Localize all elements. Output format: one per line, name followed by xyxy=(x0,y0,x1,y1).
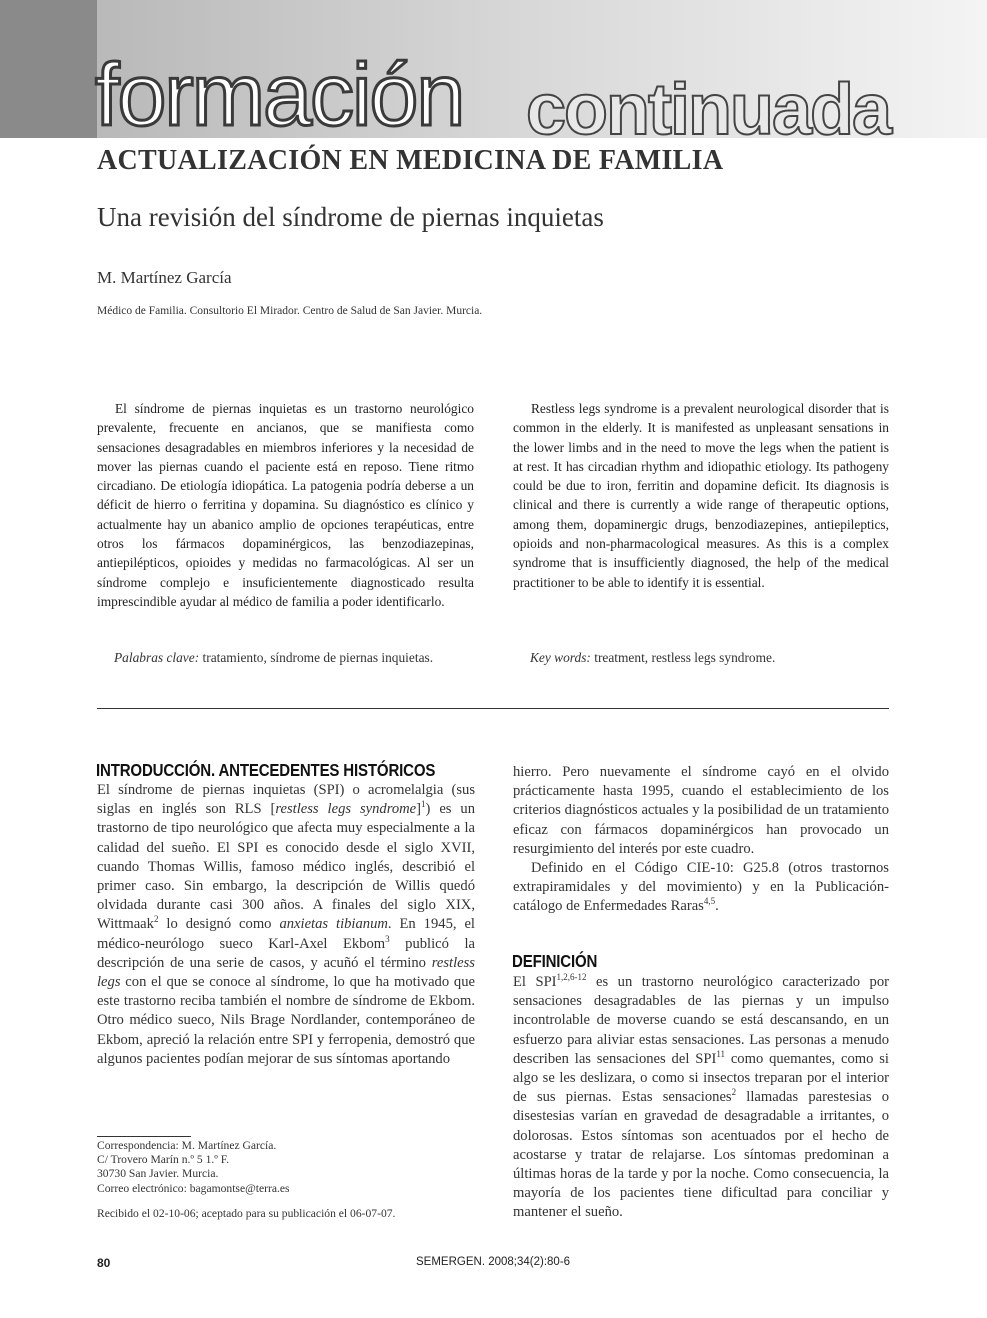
abstract-english: Restless legs syndrome is a prevalent neurological disorder that is common in the elderly. It is manifested as unpleasant sensations in the lower limbs and in the need to move the legs when the patient is at rest. It has circadian rhythm and idiopathic etiology. Its pathogeny could be due to iron, ferritin and dopamine deficit. Its diagnosis is clinical and there is currently a wide range of therapeutic options, among them, dopaminergic drugs, benzodiazepines, antiepileptics, opioids and non-pharmacological measures. As this is a complex syndrome that is insufficiently diagnosed, the help of the medical practitioner to be able to identify it is essential. xyxy=(513,401,889,590)
citation-ref: 2 xyxy=(731,1087,737,1098)
journal-citation: SEMERGEN. 2008;34(2):80-6 xyxy=(416,1256,571,1268)
text-run: . En 1945, el médico-neurólogo sueco Karl-Axel Ekbom xyxy=(97,916,475,952)
brand-word-formacion: formación xyxy=(95,45,464,144)
text-run: restless legs xyxy=(97,954,475,991)
text-run: llamadas parestesias o disestesias varían en gravedad de desagradable a irritantes, o dolorosas. Estos síntomas son acentuados por el hecho de acostarse y tratar de relajarse. Los síntomas predominan a últimas horas de la tarde y por la noche. Como consecuencia, la mayoría de los pacientes tiene dificultad para conciliar y mantener el sueño. xyxy=(513,1089,890,1221)
keywords-text: treatment, restless legs syndrome. xyxy=(594,650,776,665)
text-run: lo designó como xyxy=(158,916,280,933)
page-number: 80 xyxy=(97,1256,111,1270)
text-run: con el que se conoce al síndrome, lo que ha motivado que este trastorno reciba también el nombre de síndrome de Ekbom. Otro médico sueco, Nils Brage Nordlander, contemporáneo de Ekbom, apreció la relación entre SPI y ferropenia, demostró que algunos pacientes podían mejorar de sus síntomas aportando xyxy=(97,974,475,1067)
abstract-spanish: El síndrome de piernas inquietas es un trastorno neurológico prevalente, frecuente en ancianos, que se manifiesta como sensaciones desagradables en miembros inferiores y la necesidad de mover las piernas cuando el paciente está en reposo. Tiene ritmo circadiano. De etiología idiopática. La patogenia podría deberse a un déficit de hierro o ferritina y dopamina. Su diagnóstico es clínico y actualmente hay un abanico amplio de opciones terapéuticas, entre otros los fármacos dopaminérgicos, las benzodiazepinas, antiepilépticos, opioides y medidas no farmacológicas. Al ser un síndrome complejo e insuficientemente diagnosticado resulta imprescindible ayudar al médico de familia a poder identificarlo. xyxy=(97,401,474,609)
article-title: Una revisión del síndrome de piernas inquietas xyxy=(97,202,604,232)
definition-heading: DEFINICIÓN xyxy=(512,951,598,971)
citation-ref: 3 xyxy=(385,933,390,944)
intro-paragraph-2 xyxy=(513,859,889,917)
footnote-line: 30730 San Javier. Murcia. xyxy=(97,1167,219,1181)
header-gray-block xyxy=(0,0,97,138)
text-run: ] xyxy=(416,801,422,818)
intro-heading: INTRODUCCIÓN. ANTECEDENTES HISTÓRICOS xyxy=(96,760,436,780)
citation-ref: 1,2,6-12 xyxy=(556,972,587,983)
citation-ref: 1 xyxy=(421,799,426,810)
definition-paragraph xyxy=(513,973,889,1223)
text-run: ) es un trastorno de tipo neurológico que afecta muy especialmente a la calidad del sueño. El SPI es conocido desde el siglo XVII, cuando Thomas Willis, famoso médico inglés, describió el primer caso. Sin embargo, la descripción de Willis quedó olvidada durante casi 300 años. A finales del siglo XIX, Wittmaak xyxy=(97,801,475,933)
footnote-line: Correspondencia: M. Martínez García. xyxy=(97,1139,277,1152)
text-run: es un trastorno neurológico caracterizado por sensaciones desagradables de las piernas y un impulso incontrolable de moverse cuando se está descansando, en un esfuerzo para aliviar estas sensaciones. Las personas a menudo describen las sensaciones del SPI xyxy=(513,974,889,1067)
footnote-email: Correo electrónico: bagamontse@terra.es xyxy=(97,1181,290,1195)
text-run: El SPI xyxy=(513,974,557,990)
section-title: ACTUALIZACIÓN EN MEDICINA DE FAMILIA xyxy=(97,145,724,176)
citation-ref: 11 xyxy=(716,1048,725,1059)
footnote-line: C/ Trovero Marín n.º 5 1.º F. xyxy=(97,1153,230,1167)
footnote-rule xyxy=(97,1136,191,1137)
author: M. Martínez García xyxy=(97,268,232,287)
keywords-label: Key words: xyxy=(530,650,591,665)
correspondence-footnote xyxy=(97,1139,290,1196)
keywords-text: tratamiento, síndrome de piernas inquietas. xyxy=(202,650,434,665)
citation-ref: 4,5 xyxy=(703,896,716,907)
text-run: Definido en el Código CIE-10: G25.8 (otros trastornos extrapiramidales y del movimiento) y en la Publicación-catálogo de Enfermedades Raras xyxy=(513,860,889,915)
intro-continuation: hierro. Pero nuevamente el síndrome cayó en el olvido prácticamente hasta 1995, cuando el establecimiento de los criterios diagnósticos actuales y la posibilidad de un tratamiento eficaz con fármacos dopaminérgicos han provocado un resurgimiento del interés por este cuadro. xyxy=(513,764,889,857)
keywords-spanish xyxy=(114,650,433,666)
keywords-label: Palabras clave: xyxy=(114,650,200,665)
affiliation: Médico de Familia. Consultorio El Mirador. Centro de Salud de San Javier. Murcia. xyxy=(97,305,483,317)
citation-ref: 2 xyxy=(153,914,159,925)
text-run: El síndrome de piernas inquietas (SPI) o acromelalgia (sus siglas en inglés son RLS [ xyxy=(97,782,475,818)
intro-paragraph-right xyxy=(513,763,889,917)
section-divider xyxy=(97,708,889,709)
brand-word-continuada: continuada xyxy=(526,70,891,150)
text-run: como quemantes, como si algo se les deslizara, o como si insectos treparan por el interior de sus piernas. Estas sensaciones xyxy=(513,1050,889,1106)
text-run: publicó la descripción de una serie de casos, y acuñó el término xyxy=(97,935,475,971)
intro-paragraph-left xyxy=(97,781,475,1069)
keywords-english xyxy=(530,650,775,666)
received-date: Recibido el 02-10-06; aceptado para su publicación el 06-07-07. xyxy=(97,1207,396,1220)
text-run: . xyxy=(715,898,719,915)
text-run: anxietas tibianum xyxy=(279,916,388,933)
text-run: restless legs syndrome xyxy=(275,801,417,818)
